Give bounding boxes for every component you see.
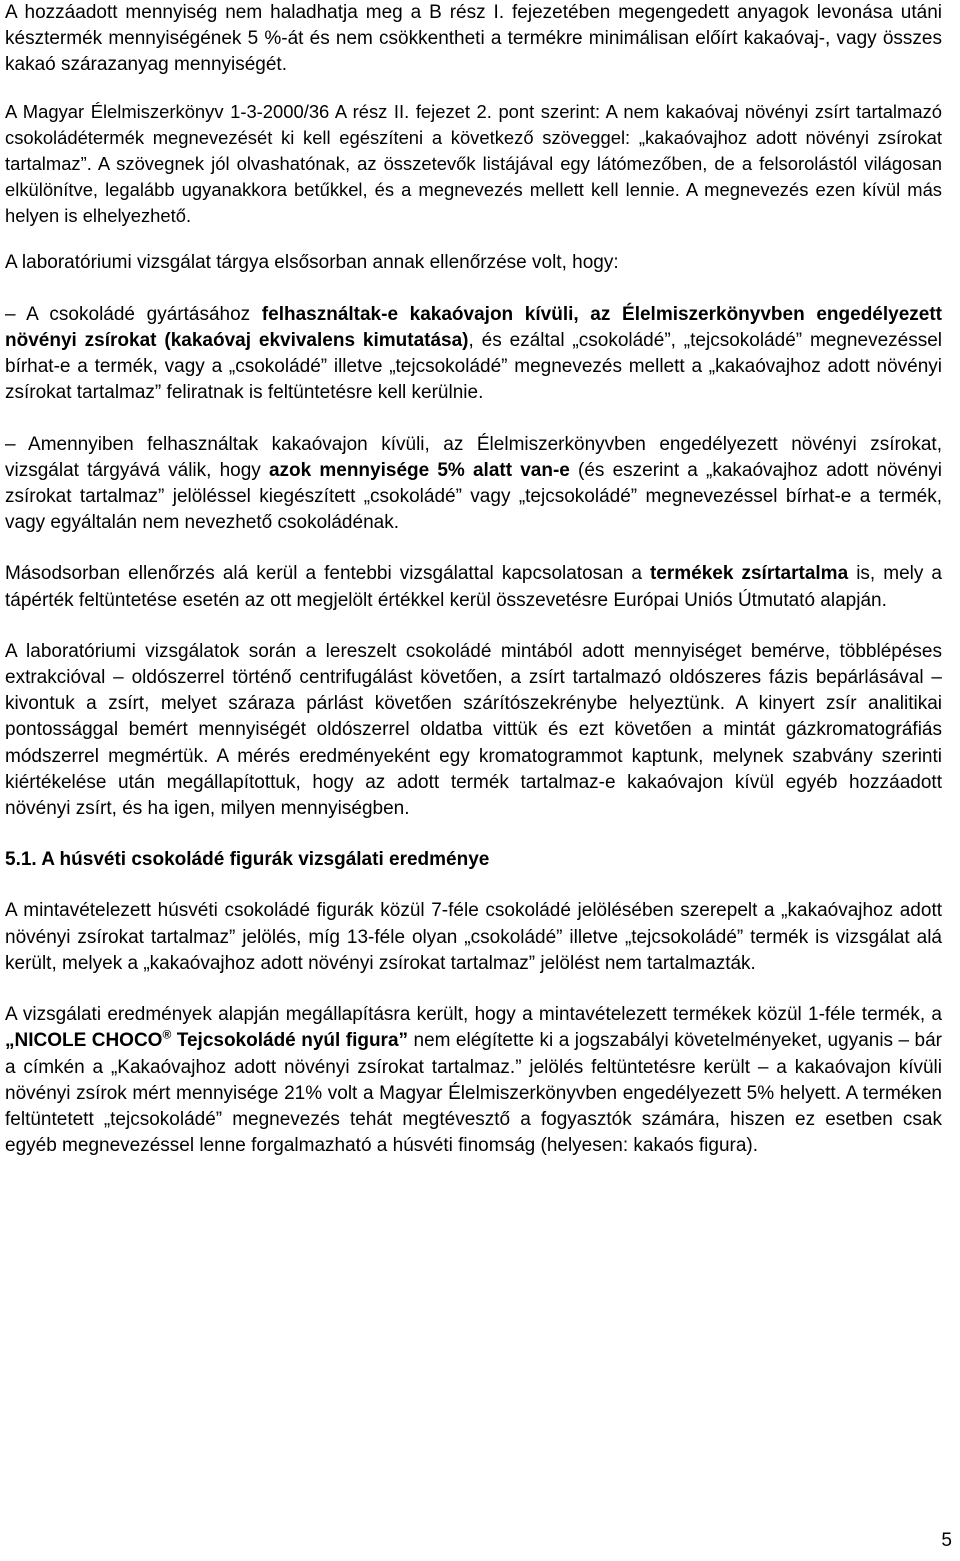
section-heading: 5.1. A húsvéti csokoládé figurák vizsgálati eredménye — [5, 849, 490, 871]
product-name: „NICOLE CHOCO® Tejcsokoládé nyúl figura” — [5, 1027, 409, 1052]
list-item-vegetable-fat-check: – A csokoládé gyártásához felhasználtak-e kakaóvajon kívüli, az Élelmiszerkönyvben engedélyezett növényi zsírokat (kakaóvaj ekvivalens kimutatása), és ezáltal „csokoládé”, „tejcsokoládé” megnevezéssel bírhat-e a termék, vagy a „csokoládé” illetve „tejcsokoládé” megnevezés mellett a „kakaóvajhoz adott növényi zsírokat tartalmaz” feliratnak is feltüntetésre kell kerülnie. — [5, 303, 943, 404]
list-item-quantity-check: – Amennyiben felhasználtak kakaóvajon kívüli, az Élelmiszerkönyvben engedélyezett növényi zsírokat, vizsgálat tárgyává válik, hogy azok mennyisége 5% alatt van-e (és eszerint a „kakaóvajhoz adott növényi zsírokat tartalmaz” jelöléssel kiegészített „csokoládé” vagy „tejcsokoládé” megnevezéssel bírhat-e a termék, vagy egyáltalán nem nevezhető csokoládénak. — [5, 433, 943, 534]
paragraph-results: A vizsgálati eredmények alapján megállapításra került, hogy a mintavételezett termékek közül 1-féle termék, a „NICOLE CHOCO® Tejcsokoládé nyúl figura” nem elégítette ki a jogszabályi követelményeket, ugyanis – bár a címkén a „Kakaóvajhoz adott növényi zsírokat tartalmaz.” jelölés feltüntetésre került – a kakaóvajon kívüli növényi zsírok mért mennyisége 21% volt a Magyar Élelmiszerkönyvben engedélyezett 5% helyett. A terméken feltüntetett „tejcsokoládé” megnevezés tehát megtévesztő a fogyasztók számára, hiszen ez esetben csak egyéb megnevezéssel lenne forgalmazható a húsvéti finomság (helyesen: kakaós figura). — [5, 1004, 943, 1157]
paragraph-fat-content: Másodsorban ellenőrzés alá kerül a fentebbi vizsgálattal kapcsolatosan a termékek zsírtartalma is, mely a tápérték feltüntetése esetén az ott megjelölt értékkel kerül összevetésre Európai Uniós Útmutató alapján. — [5, 563, 942, 611]
paragraph-lab-method: A laboratóriumi vizsgálatok során a lereszelt csokoládé mintából adott mennyiséget bemérve, többlépéses extrakcióval – oldószerrel történő centrifugálást követően, a zsírt tartalmazó oldószeres fázis bepárlásával – kivontuk a zsírt, melyet száraza párlást követően szárítószekrénybe helyeztünk. A kinyert zsír analitikai pontossággal bemért mennyiségét oldószerrel oldatba vittük és ezt követően a mintát gázkromatográfiás módszerrel megmértük. A mérés eredményeként egy kromatogrammot kaptunk, melynek szabvány szerinti kiértékelése után megállapítottuk, hogy az adott termék tartalmaz-e kakaóvajon kívül egyéb hozzáadott növényi zsírt, és ha igen, milyen mennyiségben. — [5, 640, 942, 820]
page-number: 5 — [941, 1530, 952, 1551]
registered-mark: ® — [162, 1027, 172, 1042]
emphasis-text: felhasználtak-e kakaóvajon kívüli, az Élelmiszerkönyvben engedélyezett növényi zsírokat (kakaóvaj ekvivalens kimutatása) — [5, 303, 943, 352]
emphasis-text: azok mennyisége 5% alatt van-e — [268, 459, 570, 481]
document-page — [5, 0, 942, 1159]
emphasis-text: termékek zsírtartalma — [649, 563, 849, 585]
paragraph-food-codex-rule: A Magyar Élelmiszerkönyv 1-3-2000/36 A rész II. fejezet 2. pont szerint: A nem kakaóvaj növényi zsírt tartalmazó csokoládétermék megnevezését ki kell egészíteni a következő szöveggel: „kakaóvajhoz adott növényi zsírokat tartalmaz”. A szövegnek jól olvashatónak, az összetevők listájával egy látómezőben, de a felsorolástól világosan elkülönítve, legalább ugyanakkora betűkkel, és a megnevezés mellett kell lennie. A megnevezés ezen kívül más helyen is elhelyezhető. — [5, 100, 942, 227]
paragraph-added-quantity: A hozzáadott mennyiség nem haladhatja meg a B rész I. fejezetében megengedett anyagok levonása utáni késztermék mennyiségének 5 %-át és nem csökkentheti a termékre minimálisan előírt kakaóvaj-, vagy összes kakaó szárazanyag mennyiségét. — [5, 2, 942, 76]
paragraph-lab-purpose: A laboratóriumi vizsgálat tárgya elsősorban annak ellenőrzése volt, hogy: — [5, 251, 619, 273]
paragraph-sampled-figures: A mintavételezett húsvéti csokoládé figurák közül 7-féle csokoládé jelölésében szerepelt a „kakaóvajhoz adott növényi zsírokat tartalmaz” jelölés, míg 13-féle olyan „csokoládé” illetve „tejcsokoládé” termék is vizsgálat alá került, melyek a „kakaóvajhoz adott növényi zsírokat tartalmaz” jelölést nem tartalmazták. — [5, 900, 942, 974]
